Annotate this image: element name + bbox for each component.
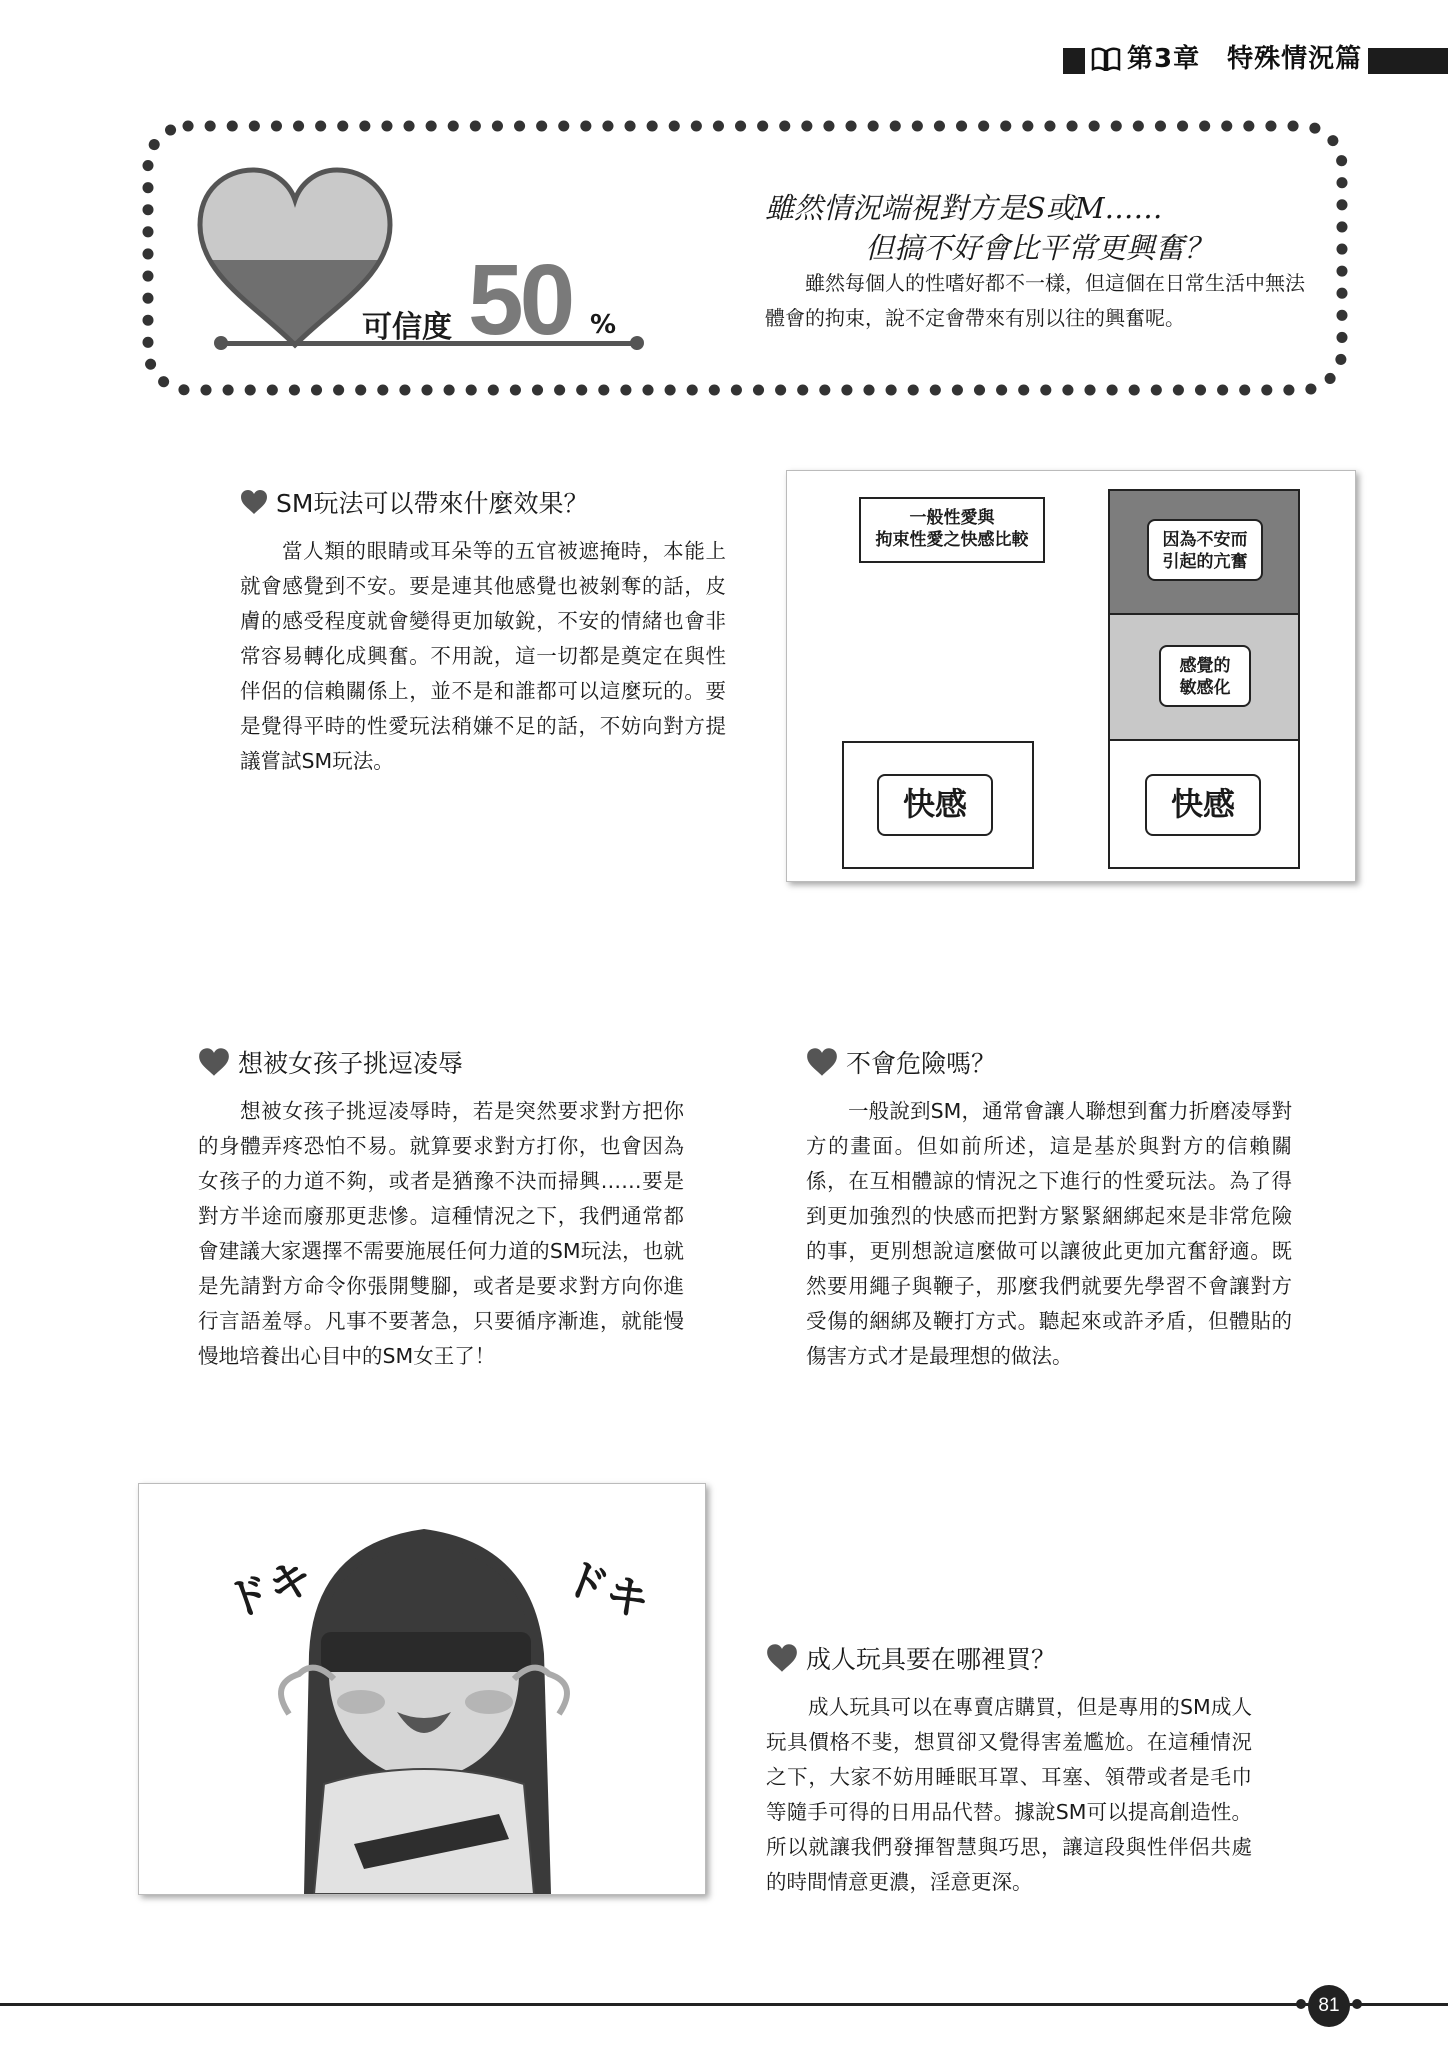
diagram-caption-line2: 拘束性愛之快感比較 — [875, 530, 1029, 550]
meter-dot-left — [214, 336, 228, 350]
diagram-caption-line1: 一般性愛與 — [909, 508, 995, 528]
section-heading-effects — [240, 484, 588, 520]
chapter-title-text: 第3章 特殊情況篇 — [1127, 44, 1363, 74]
box-headline — [765, 188, 1285, 268]
right-bar-anxiety-label — [1147, 519, 1263, 581]
right-bar-anxiety-line2: 引起的亢奮 — [1162, 552, 1248, 572]
diagram-caption — [859, 497, 1045, 563]
page-number: 81 — [1308, 1985, 1350, 2027]
credibility-value: 50 — [468, 244, 572, 356]
section-title-teased: 想被女孩子挑逗凌辱 — [238, 1049, 464, 1078]
section-heading-toys — [766, 1640, 1056, 1676]
heart-bullet-icon — [240, 489, 268, 515]
section-heading-teased — [198, 1044, 463, 1080]
girl-drawing — [139, 1484, 705, 1894]
right-bar-sensitivity-line1: 感覺的 — [1179, 656, 1231, 676]
section-heading-danger — [806, 1044, 996, 1080]
right-bar-sensitivity-label — [1159, 645, 1251, 707]
blindfolded-girl-illustration — [138, 1483, 706, 1895]
credibility-label: 可信度 — [362, 310, 452, 345]
heart-bullet-icon — [806, 1047, 838, 1077]
footer-dot-left — [1296, 1999, 1306, 2009]
box-headline-line2: 但搞不好會比平常更興奮？ — [865, 231, 1214, 265]
book-icon — [1091, 47, 1121, 78]
section-title-toys: 成人玩具要在哪裡買？ — [806, 1645, 1057, 1674]
sfx-left: ドキ — [219, 1551, 320, 1630]
section-body-toys: 成人玩具可以在專賣店購買，但是專用的SM成人玩具價格不斐，想買卻又覺得害羞尷尬。在這種情況之下，大家不妨用睡眠耳罩、耳塞、領帶或者是毛巾等隨手可得的日用品代替。據說SM可以提高創造性。所以就讓我們發揮智慧與巧思，讓這段與性伴侶共處的時間情意更濃，淫意更深。 — [766, 1695, 1252, 1894]
section-body-teased: 想被女孩子挑逗凌辱時，若是突然要求對方把你的身體弄疼恐怕不易。就算要求對方打你，也會因為女孩子的力道不夠，或者是猶豫不決而掃興……要是對方半途而廢那更悲慘。這種情況之下，我們通常都會建議大家選擇不需要施展任何力道的SM玩法，也就是先請對方命令你張開雙腳，或者是要求對方向你進行言語羞辱。凡事不要著急，只要循序漸進，就能慢慢地培養出心目中的SM女王了！ — [198, 1099, 684, 1368]
sfx-right: ドキ — [556, 1551, 657, 1630]
box-headline-line1: 雖然情況端視對方是S或M…… — [765, 191, 1163, 225]
section-body-effects: 當人類的眼睛或耳朵等的五官被遮掩時，本能上就會感覺到不安。要是連其他感覺也被剝奪的話，皮膚的感受程度就會變得更加敏銳，不安的情緒也會非常容易轉化成興奮。不用說，這一切都是奠定在與性伴侶的信賴關係上，並不是和誰都可以這麼玩的。要是覺得平時的性愛玩法稍嫌不足的話，不妨向對方提議嘗試SM玩法。 — [240, 539, 726, 773]
footer-line — [0, 2003, 1448, 2006]
right-bar-pleasure-label: 快感 — [1145, 774, 1261, 836]
footer-dot-right — [1352, 1999, 1362, 2009]
section-title-danger: 不會危險嗎？ — [846, 1049, 997, 1078]
heart-bullet-icon — [766, 1643, 798, 1673]
left-bar-pleasure-label: 快感 — [877, 774, 993, 836]
right-bar-sensitivity-line2: 敏感化 — [1179, 678, 1231, 698]
right-bar-anxiety-line1: 因為不安而 — [1162, 530, 1248, 550]
section-title-effects: SM玩法可以帶來什麼效果？ — [276, 489, 589, 518]
box-description: 雖然每個人的性嗜好都不一樣，但這個在日常生活中無法體會的拘束，說不定會帶來有別以往的興奮呢。 — [765, 271, 1305, 330]
meter-dot-right — [630, 336, 644, 350]
pleasure-comparison-diagram — [786, 470, 1356, 882]
chapter-title — [1085, 38, 1368, 78]
credibility-unit: % — [590, 310, 617, 340]
section-body-danger: 一般說到SM，通常會讓人聯想到奮力折磨凌辱對方的畫面。但如前所述，這是基於與對方的信賴關係，在互相體諒的情況之下進行的性愛玩法。為了得到更加強烈的快感而把對方緊緊綑綁起來是非常危險的事，更別想說這麼做可以讓彼此更加亢奮舒適。既然要用繩子與鞭子，那麼我們就要先學習不會讓對方受傷的綑綁及鞭打方式。聽起來或許矛盾，但體貼的傷害方式才是最理想的做法。 — [806, 1099, 1292, 1368]
heart-bullet-icon — [198, 1047, 230, 1077]
